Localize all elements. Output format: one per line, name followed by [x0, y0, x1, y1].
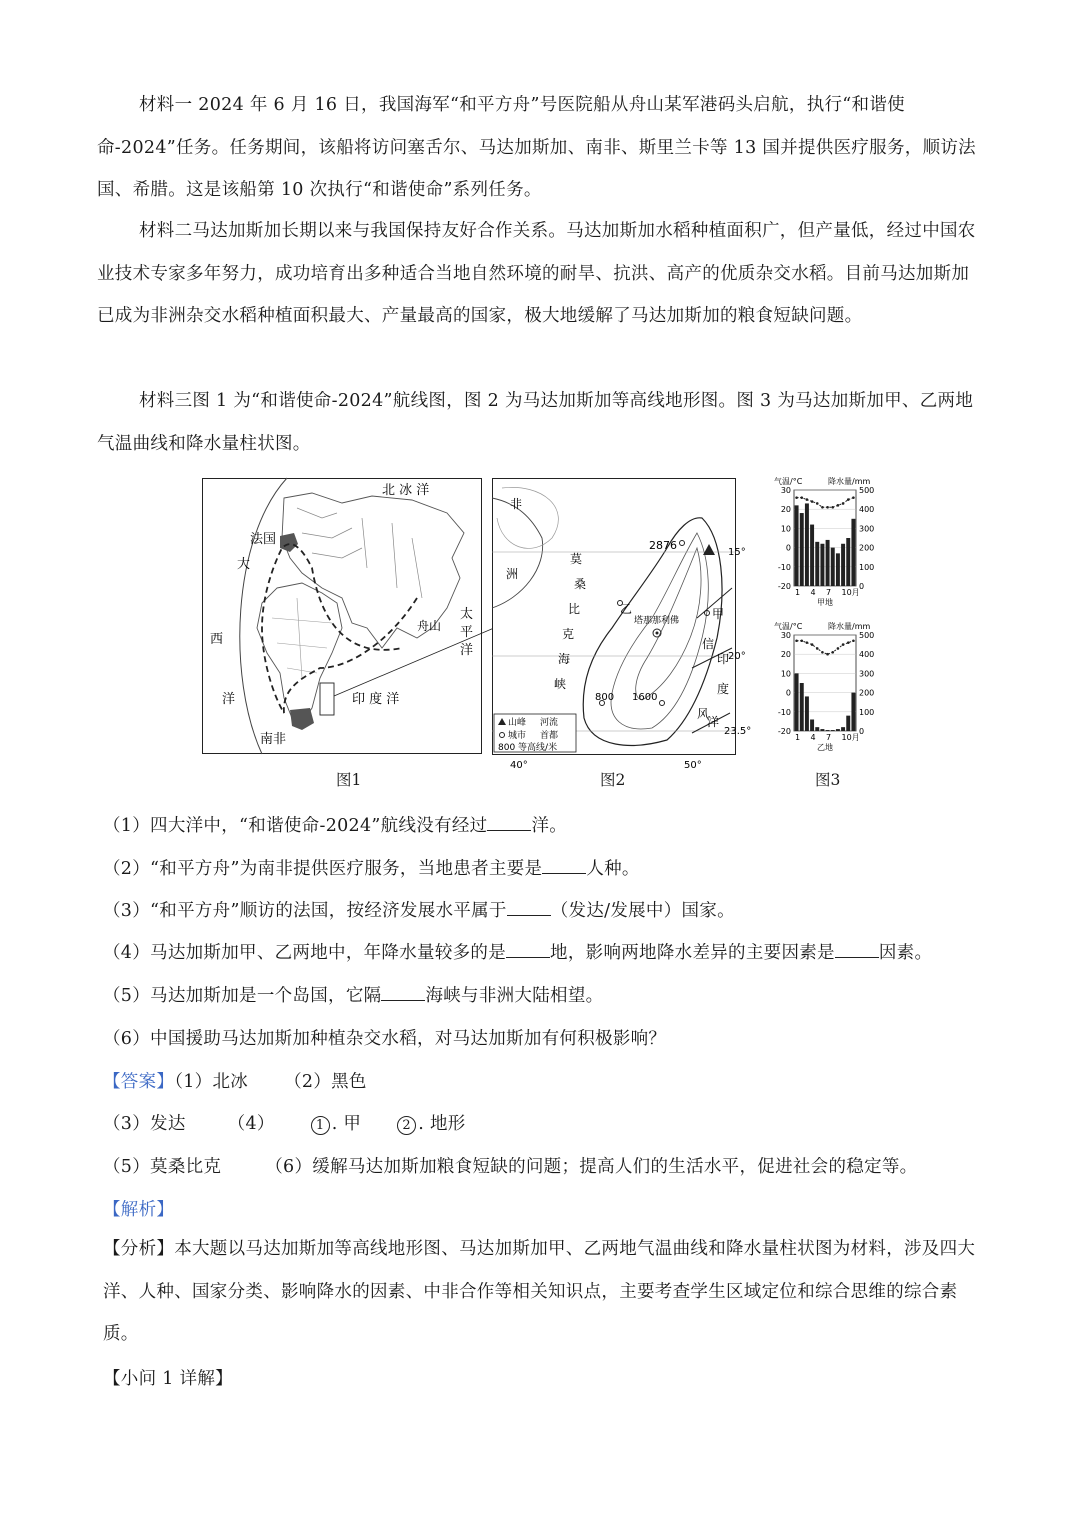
jia-month-tick: 4	[810, 588, 816, 597]
label-france: 法国	[250, 532, 277, 547]
yi-temp-point	[842, 643, 845, 646]
answer-5: （5）莫桑比克	[103, 1157, 222, 1177]
label-arctic: 北 冰 洋	[382, 483, 430, 498]
jia-precip-bar	[810, 525, 814, 586]
answer-line-2	[103, 1111, 466, 1137]
yi-temp-point	[800, 639, 803, 642]
yi-month-tick: 1	[795, 733, 801, 742]
material-2: 材料二马达加斯加长期以来与我国保持友好合作关系。马达加斯加水稻种植面积广，但产量低，经过中国农业技术专家多年努力，成功培育出多种适合当地自然环境的耐旱、抗洪、高产的优质杂交水稻。目前马达加斯加已成为非洲杂交水稻种植面积最大、产量最高的国家，极大地缓解了马达加斯加的粮食短缺问题。	[97, 221, 976, 326]
yi-temp-point	[811, 643, 814, 646]
jia-precip-bar	[851, 519, 855, 586]
yi-precip-bar	[846, 716, 850, 731]
yi-precip-tick: 100	[859, 707, 875, 717]
legend-peak: 山峰	[508, 718, 527, 728]
jia-precip-tick: 400	[859, 505, 875, 515]
jia-precip-bar	[826, 540, 830, 586]
jia-precip-tick: 300	[859, 524, 875, 534]
yi-precip-axis-label: 降水量/mm	[828, 622, 871, 631]
label-trade-wind-2: 风	[697, 707, 710, 721]
jia-precip-bar	[815, 542, 819, 586]
yi-temp-point	[795, 639, 798, 642]
figure-1-caption: 图1	[336, 771, 362, 789]
blank-4a[interactable]	[506, 941, 550, 958]
label-moz-5: 海	[558, 652, 571, 666]
yi-precip-bar	[800, 683, 804, 731]
label-moz-2: 桑	[574, 577, 587, 591]
jia-temp-tick: 20	[780, 505, 791, 515]
question-4: （4）马达加斯加甲、乙两地中，年降水量较多的是 地，影响两地降水差异的主要因素是 因素。	[103, 943, 933, 963]
yi-temp-tick: 0	[785, 688, 791, 698]
jia-temp-point	[847, 498, 850, 501]
jia-temp-tick: 0	[785, 543, 791, 553]
label-pacific-1: 太	[460, 607, 474, 622]
label-jia: 甲	[712, 607, 725, 621]
yi-month-tick: 10月	[841, 733, 860, 742]
label-lat-15: 15°	[728, 547, 746, 558]
yi-precip-bar	[815, 727, 819, 731]
question-1: （1）四大洋中，“和谐使命-2024”航线没有经过 洋。	[103, 816, 568, 836]
jia-temp-point	[852, 496, 855, 499]
label-lon-50: 50°	[684, 760, 702, 771]
figure-3-climate-charts	[772, 476, 882, 756]
yi-precip-tick: 500	[859, 631, 875, 640]
jia-precip-bar	[836, 553, 840, 586]
legend-river: 河流	[540, 718, 559, 728]
jia-station-name: 甲地	[817, 598, 833, 607]
answer-4-2: . 地形	[418, 1114, 466, 1134]
answer-line-1	[103, 1069, 367, 1095]
jia-temp-tick: -20	[777, 582, 791, 591]
blank-3[interactable]	[507, 899, 551, 916]
yi-temp-point	[821, 651, 824, 654]
yi-temp-point	[816, 647, 819, 650]
jia-temp-point	[816, 502, 819, 505]
label-south-africa: 南非	[260, 732, 287, 747]
jia-temp-tick: 10	[780, 524, 791, 534]
jia-precip-bar	[805, 503, 809, 586]
legend-capital: 首都	[540, 731, 559, 741]
answer-4: （4）	[227, 1114, 275, 1134]
jia-precip-bar	[831, 548, 835, 586]
label-io-1: 印	[717, 652, 730, 666]
answer-2: （2）黑色	[284, 1072, 367, 1092]
label-moz-1: 莫	[570, 552, 583, 566]
jia-temp-tick: 30	[780, 486, 791, 495]
yi-temp-axis-label: 气温/°C	[774, 622, 803, 631]
jia-temp-point	[800, 496, 803, 499]
yi-precip-tick: 400	[859, 650, 875, 660]
jia-temp-point	[842, 502, 845, 505]
yi-temp-line	[797, 641, 854, 654]
label-pacific-2: 平	[460, 625, 474, 640]
label-moz-6: 峡	[554, 677, 567, 691]
label-atlantic-3: 洋	[222, 692, 236, 707]
analysis-label: 【解析】	[103, 1200, 175, 1220]
jia-precip-tick: 200	[859, 543, 875, 553]
label-lat-20: 20°	[728, 651, 746, 662]
label-yi: 乙	[620, 602, 633, 616]
yi-temp-point	[852, 639, 855, 642]
label-io-3: 洋	[707, 715, 720, 729]
circle-number-1: 1	[311, 1116, 330, 1135]
answer-3: （3）发达	[103, 1114, 186, 1134]
yi-temp-point	[806, 641, 809, 644]
sub-question-1-header: 【小问 1 详解】	[103, 1369, 233, 1389]
question-5: （5）马达加斯加是一个岛国，它隔 海峡与非洲大陆相望。	[103, 986, 604, 1006]
figure-2-madagascar-map	[492, 478, 752, 771]
jia-month-tick: 10月	[841, 588, 860, 597]
label-atlantic-2: 西	[210, 632, 224, 647]
material-1: 材料一 2024 年 6 月 16 日，我国海军“和平方舟”号医院船从舟山某军港码头启航，执行“和谐使命-2024”任务。任务期间，该船将访问塞舌尔、马达加斯加、南非、斯里兰卡等 13 国并提供医疗服务，顺访法国、希腊。这是该船第 10 次执行“和谐使命”系列任务。	[97, 95, 976, 200]
yi-precip-tick: 0	[859, 727, 865, 736]
label-io-2: 度	[717, 682, 730, 696]
answer-line-3	[103, 1154, 917, 1180]
label-atlantic-1: 大	[237, 557, 251, 572]
question-3: （3）“和平方舟”顺访的法国，按经济发展水平属于 （发达/发展中）国家。	[103, 901, 735, 921]
figure-1-route-map	[202, 478, 482, 754]
jia-precip-bar	[800, 513, 804, 586]
analysis-text: 【分析】本大题以马达加斯加等高线地形图、马达加斯加甲、乙两地气温曲线和降水量柱状图为材料，涉及四大洋、人种、国家分类、影响降水的因素、中非合作等相关知识点，主要考查学生区域定位和综合思维的综合素质。	[103, 1239, 976, 1344]
yi-precip-bar	[836, 729, 840, 731]
jia-precip-tick: 100	[859, 562, 875, 572]
blank-4b[interactable]	[835, 941, 879, 958]
label-contour-1600: 1600	[632, 692, 658, 703]
yi-precip-tick: 200	[859, 688, 875, 698]
figure-3-caption: 图3	[815, 771, 841, 789]
yi-precip-bar	[841, 727, 845, 731]
jia-temp-point	[811, 500, 814, 503]
label-contour-800: 800	[595, 692, 615, 703]
yi-temp-tick: -10	[777, 707, 791, 717]
material-3: 材料三图 1 为“和谐使命-2024”航线图，图 2 为马达加斯加等高线地形图。图 3 为马达加斯加甲、乙两地气温曲线和降水量柱状图。	[97, 391, 974, 454]
question-6: （6）中国援助马达加斯加种植杂交水稻，对马达加斯加有何积极影响？	[103, 1029, 667, 1049]
blank-5[interactable]	[381, 984, 425, 1001]
jia-temp-tick: -10	[777, 562, 791, 572]
yi-station-name: 乙地	[817, 743, 833, 752]
circle-number-2: 2	[397, 1116, 416, 1135]
yi-precip-bar	[831, 730, 835, 731]
yi-month-tick: 7	[826, 733, 832, 742]
yi-temp-tick: 30	[780, 631, 791, 640]
yi-temp-tick: 20	[780, 650, 791, 660]
jia-month-tick: 1	[795, 588, 801, 597]
yi-temp-tick: 10	[780, 669, 791, 679]
yi-precip-bar	[820, 729, 824, 731]
label-moz-3: 比	[568, 602, 581, 616]
label-zhoushan: 舟山	[417, 619, 442, 633]
label-pacific-3: 洋	[460, 643, 474, 658]
jia-temp-point	[837, 504, 840, 507]
yi-precip-bar	[851, 693, 855, 731]
question-2: （2）“和平方舟”为南非提供医疗服务，当地患者主要是 人种。	[103, 859, 640, 879]
figure-2-caption: 图2	[600, 771, 626, 789]
jia-temp-point	[795, 496, 798, 499]
blank-2[interactable]	[542, 857, 586, 874]
label-capital: 塔那那利佛	[634, 616, 680, 626]
yi-temp-tick: -20	[777, 727, 791, 736]
jia-precip-bar	[795, 505, 799, 586]
yi-temp-point	[831, 651, 834, 654]
answer-1: （1）北冰	[174, 1072, 249, 1092]
label-africa-2: 洲	[506, 567, 519, 581]
yi-temp-point	[837, 647, 840, 650]
label-indian-ocean: 印 度 洋	[352, 692, 400, 707]
yi-temp-point	[826, 653, 829, 656]
yi-precip-bar	[810, 719, 814, 731]
jia-precip-bar	[841, 544, 845, 586]
jia-temp-point	[821, 506, 824, 509]
blank-1[interactable]	[487, 814, 531, 831]
yi-temp-point	[847, 641, 850, 644]
jia-month-tick: 7	[826, 588, 832, 597]
jia-temp-point	[806, 498, 809, 501]
jia-precip-bar	[820, 544, 824, 586]
jia-precip-tick: 0	[859, 582, 865, 591]
jia-precip-axis-label: 降水量/mm	[828, 477, 871, 486]
jia-temp-point	[826, 506, 829, 509]
jia-precip-bar	[846, 538, 850, 586]
jia-temp-point	[831, 506, 834, 509]
answer-6: （6）缓解马达加斯加粮食短缺的问题；提高人们的生活水平，促进社会的稳定等。	[265, 1157, 918, 1177]
jia-temp-axis-label: 气温/°C	[774, 477, 803, 486]
legend-city: 城市	[508, 731, 527, 741]
label-lon-40: 40°	[510, 760, 528, 771]
yi-precip-tick: 300	[859, 669, 875, 679]
label-lat-23-5: 23.5°	[724, 726, 752, 737]
legend-contour: 800 等高线/米	[498, 743, 558, 753]
label-trade-wind-1: 信	[702, 637, 715, 651]
label-moz-4: 克	[562, 627, 575, 641]
label-africa-1: 非	[510, 497, 523, 511]
yi-precip-bar	[795, 673, 799, 731]
jia-precip-tick: 500	[859, 486, 875, 495]
yi-month-tick: 4	[810, 733, 816, 742]
label-peak-height: 2876	[649, 539, 677, 552]
yi-precip-bar	[805, 696, 809, 731]
yi-precip-bar	[826, 730, 830, 731]
answer-label: 【答案】	[103, 1072, 175, 1092]
answer-4-1: . 甲	[331, 1114, 362, 1134]
